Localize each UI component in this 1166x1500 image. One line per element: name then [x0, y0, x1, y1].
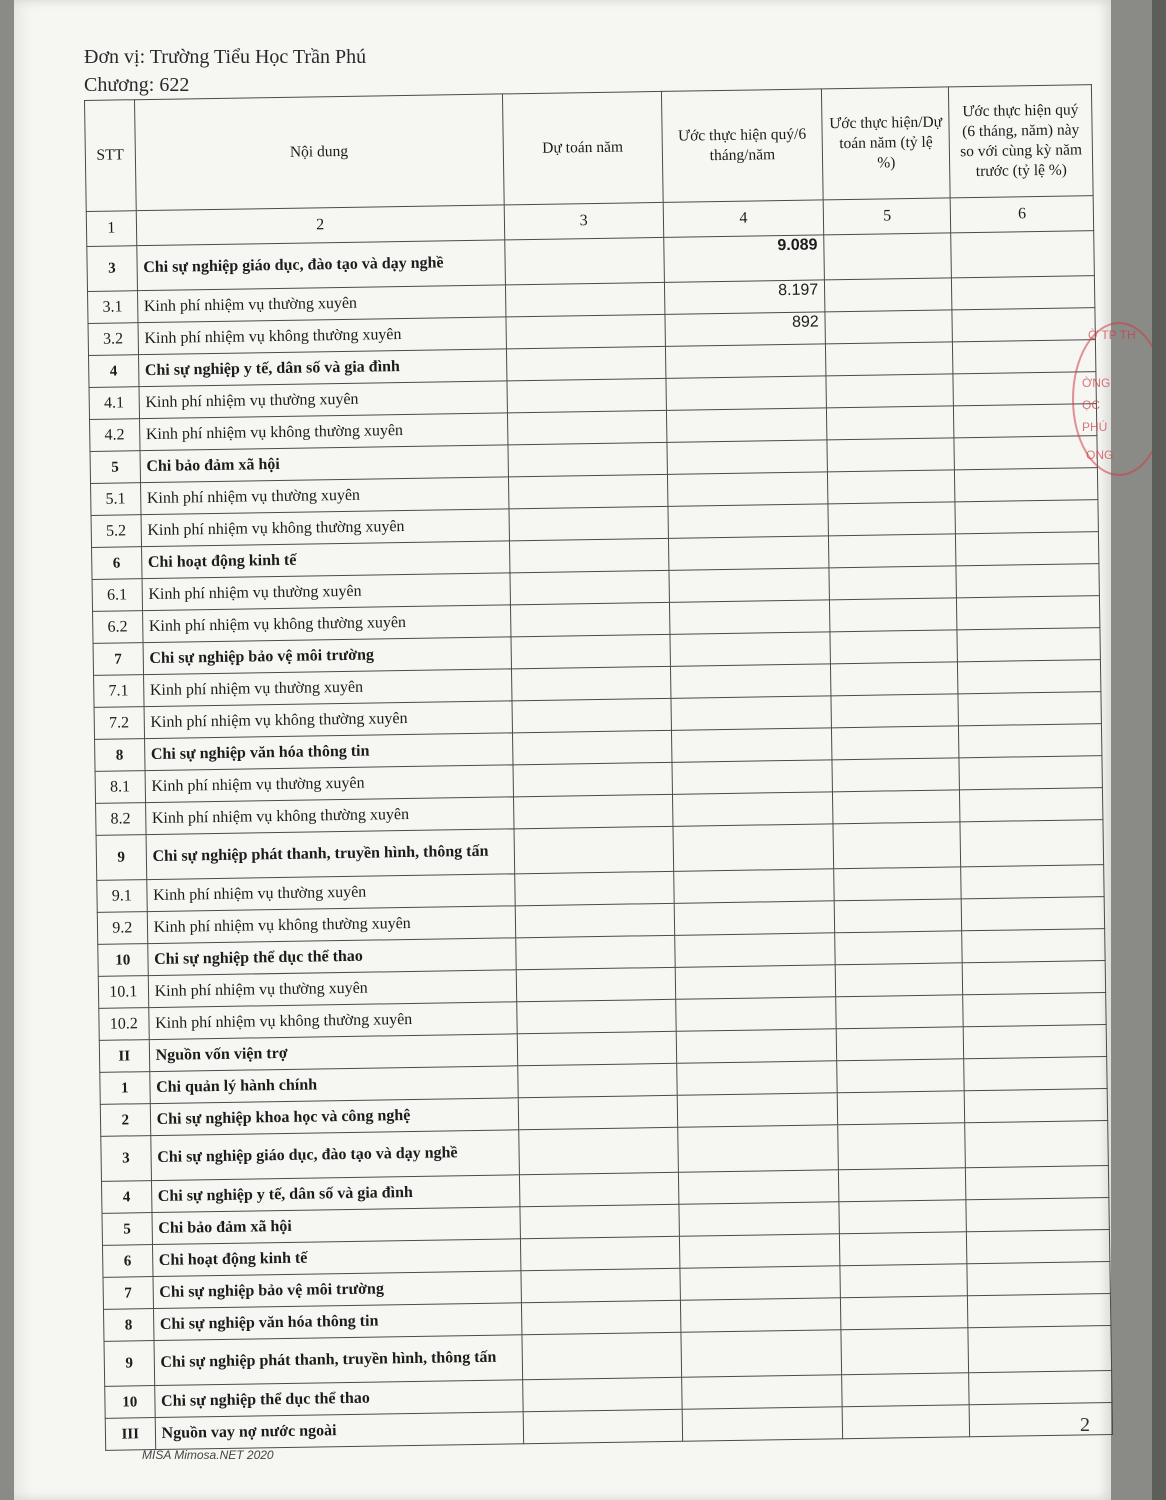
row-estimated-actual — [679, 1234, 840, 1269]
row-estimated-actual — [665, 344, 826, 379]
row-stt: 3.2 — [88, 323, 138, 356]
col-header-estimated-actual: Ước thực hiện quý/6 tháng/năm — [661, 89, 823, 203]
row-annual-estimate — [516, 999, 676, 1033]
row-content: Kinh phí nhiệm vụ thường xuyên — [142, 573, 511, 611]
row-estimated-actual — [675, 965, 836, 1000]
column-number: 2 — [136, 205, 505, 246]
col-header-stt: STT — [85, 100, 136, 212]
row-stt: 4.2 — [90, 419, 140, 452]
row-estimated-actual — [670, 664, 831, 699]
row-stt: 5 — [102, 1213, 152, 1246]
row-annual-estimate — [512, 730, 672, 764]
row-content: Chi sự nghiệp giáo dục, đào tạo và dạy nghề — [136, 240, 505, 291]
row-ratio-prev-year — [956, 564, 1099, 598]
row-ratio-prev-year — [953, 340, 1096, 374]
row-annual-estimate — [507, 410, 667, 444]
row-ratio-estimate — [837, 1091, 965, 1125]
row-ratio-estimate — [829, 534, 957, 568]
row-ratio-prev-year — [960, 788, 1103, 822]
row-ratio-prev-year — [960, 820, 1103, 867]
row-annual-estimate — [521, 1268, 681, 1302]
row-content: Chi sự nghiệp y tế, dân số và gia đình — [151, 1175, 520, 1213]
row-estimated-actual — [668, 536, 829, 571]
row-annual-estimate — [509, 538, 669, 572]
row-ratio-prev-year — [968, 1326, 1111, 1373]
row-annual-estimate — [515, 903, 675, 937]
row-stt: 7 — [103, 1277, 153, 1310]
col-header-content: Nội dung — [134, 94, 504, 211]
stamp-text: ONG — [1086, 448, 1114, 462]
row-annual-estimate — [514, 871, 674, 905]
row-ratio-prev-year — [967, 1262, 1110, 1296]
row-ratio-prev-year — [951, 231, 1094, 278]
row-stt: 3.1 — [88, 291, 138, 324]
row-stt: 8 — [103, 1309, 153, 1342]
row-content: Chi sự nghiệp phát thanh, truyền hình, thông tấn — [154, 1335, 523, 1386]
row-estimated-actual — [667, 440, 828, 475]
row-content: Chi sự nghiệp y tế, dân số và gia đình — [138, 349, 507, 387]
row-estimated-actual — [676, 997, 837, 1032]
row-ratio-prev-year — [956, 532, 1099, 566]
row-ratio-prev-year — [963, 1025, 1106, 1059]
row-ratio-prev-year — [961, 897, 1104, 931]
row-ratio-estimate — [831, 662, 959, 696]
row-ratio-estimate — [837, 1059, 965, 1093]
budget-report-table — [84, 84, 1113, 1451]
row-ratio-estimate — [840, 1232, 968, 1266]
row-annual-estimate — [520, 1204, 680, 1238]
row-ratio-prev-year — [962, 929, 1105, 963]
row-estimated-actual — [682, 1375, 843, 1410]
row-content: Chi sự nghiệp khoa học và công nghệ — [150, 1098, 519, 1136]
row-estimated-actual — [674, 901, 835, 936]
row-annual-estimate — [521, 1300, 681, 1334]
row-ratio-prev-year — [957, 628, 1100, 662]
row-estimated-actual — [680, 1298, 841, 1333]
row-content: Kinh phí nhiệm vụ thường xuyên — [148, 970, 517, 1008]
row-stt: 10.2 — [99, 1008, 149, 1041]
row-estimated-actual — [675, 933, 836, 968]
row-content: Kinh phí nhiệm vụ không thường xuyên — [144, 701, 513, 739]
row-estimated-actual: 8.197 — [664, 280, 825, 315]
row-stt: 2 — [100, 1104, 150, 1137]
row-ratio-estimate — [828, 470, 956, 504]
row-content: Chi sự nghiệp bảo vệ môi trường — [153, 1271, 522, 1309]
row-stt: 8.2 — [96, 803, 146, 836]
column-number: 1 — [86, 211, 136, 247]
column-number: 6 — [950, 196, 1093, 233]
row-estimated-actual — [674, 869, 835, 904]
row-stt: 6.2 — [93, 611, 143, 644]
row-ratio-prev-year — [966, 1198, 1109, 1232]
row-ratio-estimate — [827, 438, 955, 472]
row-estimated-actual — [669, 568, 830, 603]
row-annual-estimate — [512, 698, 672, 732]
row-ratio-estimate — [835, 963, 963, 997]
row-content: Kinh phí nhiệm vụ không thường xuyên — [148, 1002, 517, 1040]
row-stt: 4 — [89, 355, 139, 388]
row-ratio-estimate — [839, 1200, 967, 1234]
row-content: Chi sự nghiệp thể dục thể thao — [154, 1380, 523, 1418]
row-stt: 7 — [93, 643, 143, 676]
row-content: Kinh phí nhiệm vụ thường xuyên — [137, 285, 506, 323]
row-ratio-estimate — [827, 406, 955, 440]
row-ratio-prev-year — [966, 1166, 1109, 1200]
row-content: Chi bảo đảm xã hội — [140, 445, 509, 483]
row-estimated-actual — [680, 1266, 841, 1301]
row-annual-estimate — [522, 1332, 682, 1379]
row-ratio-prev-year — [957, 596, 1100, 630]
row-annual-estimate — [509, 506, 669, 540]
col-header-ratio-estimate: Ước thực hiện/Dự toán năm (tỷ lệ %) — [822, 87, 951, 200]
column-number: 5 — [823, 198, 951, 235]
unit-name: Đơn vị: Trường Tiểu Học Trần Phú — [84, 46, 367, 68]
column-number: 3 — [504, 202, 664, 239]
row-stt: 3 — [101, 1136, 151, 1182]
row-content: Nguồn vốn viện trợ — [149, 1034, 518, 1072]
page-edge-shadow — [1152, 0, 1166, 1500]
row-estimated-actual — [667, 472, 828, 507]
row-stt: 9.2 — [97, 912, 147, 945]
col-header-annual-estimate: Dự toán năm — [502, 91, 663, 204]
row-content: Chi quản lý hành chính — [149, 1066, 518, 1104]
row-annual-estimate — [513, 794, 673, 828]
row-annual-estimate — [518, 1127, 678, 1174]
software-footer: MISA Mimosa.NET 2020 — [142, 1448, 274, 1462]
page-number: 2 — [1080, 1414, 1090, 1436]
row-ratio-estimate — [840, 1264, 968, 1298]
row-ratio-prev-year — [965, 1121, 1108, 1168]
row-ratio-estimate — [830, 598, 958, 632]
row-ratio-prev-year — [954, 436, 1097, 470]
row-ratio-estimate — [830, 630, 958, 664]
row-ratio-estimate — [842, 1405, 970, 1439]
row-ratio-estimate — [834, 899, 962, 933]
row-stt: 3 — [87, 246, 137, 292]
row-estimated-actual — [678, 1170, 839, 1205]
row-ratio-prev-year — [964, 1057, 1107, 1091]
row-ratio-estimate — [841, 1296, 969, 1330]
row-stt: 1 — [100, 1072, 150, 1105]
row-content: Kinh phí nhiệm vụ không thường xuyên — [141, 509, 510, 547]
row-stt: 6 — [92, 547, 142, 580]
row-estimated-actual: 9.089 — [664, 235, 825, 283]
row-ratio-estimate — [826, 374, 954, 408]
row-ratio-prev-year — [958, 692, 1101, 726]
row-estimated-actual — [668, 504, 829, 539]
row-stt: 5.1 — [91, 483, 141, 516]
row-ratio-estimate — [832, 726, 960, 760]
row-content: Kinh phí nhiệm vụ thường xuyên — [140, 477, 509, 515]
row-annual-estimate — [505, 282, 665, 316]
row-stt: 7.2 — [94, 707, 144, 740]
row-content: Kinh phí nhiệm vụ không thường xuyên — [139, 413, 508, 451]
stamp-text: Ờ TP TH — [1088, 328, 1136, 342]
row-content: Kinh phí nhiệm vụ thường xuyên — [143, 669, 512, 707]
row-stt: III — [105, 1418, 155, 1451]
row-estimated-actual — [673, 824, 834, 872]
row-ratio-estimate — [831, 694, 959, 728]
row-content: Kinh phí nhiệm vụ không thường xuyên — [147, 906, 516, 944]
row-estimated-actual — [677, 1093, 838, 1128]
row-estimated-actual — [672, 792, 833, 827]
row-ratio-prev-year — [952, 308, 1095, 342]
row-ratio-estimate — [842, 1373, 970, 1407]
row-annual-estimate — [504, 237, 664, 284]
row-content: Kinh phí nhiệm vụ thường xuyên — [146, 874, 515, 912]
row-annual-estimate — [522, 1377, 682, 1411]
row-ratio-prev-year — [955, 500, 1098, 534]
row-annual-estimate — [513, 762, 673, 796]
row-content: Chi sự nghiệp thể dục thể thao — [147, 938, 516, 976]
row-ratio-estimate — [825, 310, 953, 344]
row-ratio-prev-year — [969, 1403, 1112, 1437]
row-ratio-estimate — [838, 1123, 966, 1170]
row-ratio-estimate — [833, 822, 961, 869]
row-ratio-estimate — [834, 867, 962, 901]
row-annual-estimate — [517, 1031, 677, 1065]
row-content: Chi sự nghiệp giáo dục, đào tạo và dạy nghề — [150, 1130, 519, 1181]
row-stt: 9.1 — [97, 880, 147, 913]
row-ratio-prev-year — [961, 865, 1104, 899]
row-annual-estimate — [506, 314, 666, 348]
row-stt: 10.1 — [98, 976, 148, 1009]
column-number: 4 — [663, 200, 824, 238]
row-ratio-estimate — [841, 1328, 969, 1375]
row-stt: 8.1 — [95, 771, 145, 804]
row-estimated-actual — [678, 1125, 839, 1173]
row-annual-estimate — [523, 1409, 683, 1443]
row-estimated-actual — [677, 1061, 838, 1096]
row-annual-estimate — [516, 967, 676, 1001]
stamp-text: ỌC — [1082, 398, 1100, 412]
row-annual-estimate — [508, 474, 668, 508]
row-annual-estimate — [515, 935, 675, 969]
row-ratio-estimate — [836, 1027, 964, 1061]
row-annual-estimate — [517, 1063, 677, 1097]
row-estimated-actual: 892 — [665, 312, 826, 347]
row-estimated-actual — [669, 600, 830, 635]
row-stt: II — [99, 1040, 149, 1073]
row-estimated-actual — [679, 1202, 840, 1237]
row-estimated-actual — [681, 1330, 842, 1378]
row-content: Chi hoạt động kinh tế — [141, 541, 510, 579]
row-content: Chi sự nghiệp văn hóa thông tin — [153, 1303, 522, 1341]
row-estimated-actual — [682, 1407, 843, 1442]
row-annual-estimate — [518, 1095, 678, 1129]
row-estimated-actual — [670, 632, 831, 667]
row-stt: 10 — [105, 1386, 155, 1419]
row-ratio-prev-year — [952, 276, 1095, 310]
row-estimated-actual — [676, 1029, 837, 1064]
row-content: Kinh phí nhiệm vụ không thường xuyên — [138, 317, 507, 355]
row-stt: 7.1 — [94, 675, 144, 708]
row-stt: 6 — [102, 1245, 152, 1278]
row-ratio-estimate — [835, 931, 963, 965]
row-estimated-actual — [671, 696, 832, 731]
row-stt: 6.1 — [92, 579, 142, 612]
row-ratio-estimate — [833, 790, 961, 824]
row-ratio-estimate — [832, 758, 960, 792]
row-content: Kinh phí nhiệm vụ không thường xuyên — [142, 605, 511, 643]
row-content: Chi hoạt động kinh tế — [152, 1239, 521, 1277]
row-content: Nguồn vay nợ nước ngoài — [155, 1412, 524, 1450]
row-ratio-estimate — [829, 566, 957, 600]
row-ratio-prev-year — [959, 724, 1102, 758]
row-ratio-prev-year — [955, 468, 1098, 502]
row-annual-estimate — [506, 346, 666, 380]
row-ratio-prev-year — [963, 993, 1106, 1027]
row-estimated-actual — [672, 760, 833, 795]
row-annual-estimate — [508, 442, 668, 476]
row-stt: 5 — [90, 451, 140, 484]
row-ratio-estimate — [824, 233, 952, 280]
row-content: Chi sự nghiệp văn hóa thông tin — [144, 733, 513, 771]
row-annual-estimate — [520, 1236, 680, 1270]
row-ratio-prev-year — [958, 660, 1101, 694]
row-ratio-prev-year — [959, 756, 1102, 790]
row-ratio-prev-year — [969, 1371, 1112, 1405]
row-annual-estimate — [514, 826, 674, 873]
stamp-text: PHÚ — [1082, 420, 1108, 434]
chapter-code: Chương: 622 — [84, 74, 190, 96]
row-estimated-actual — [666, 408, 827, 443]
row-content: Kinh phí nhiệm vụ thường xuyên — [139, 381, 508, 419]
row-annual-estimate — [510, 602, 670, 636]
row-annual-estimate — [511, 634, 671, 668]
row-annual-estimate — [511, 666, 671, 700]
row-annual-estimate — [510, 570, 670, 604]
row-annual-estimate — [519, 1172, 679, 1206]
row-ratio-prev-year — [964, 1089, 1107, 1123]
row-stt: 9 — [104, 1341, 154, 1387]
row-estimated-actual — [671, 728, 832, 763]
row-content: Chi sự nghiệp phát thanh, truyền hình, thông tấn — [146, 829, 515, 880]
row-ratio-estimate — [826, 342, 954, 376]
row-content: Kinh phí nhiệm vụ thường xuyên — [145, 765, 514, 803]
row-stt: 8 — [95, 739, 145, 772]
row-ratio-estimate — [828, 502, 956, 536]
row-ratio-estimate — [825, 278, 953, 312]
table-header-row — [85, 85, 1094, 212]
row-content: Chi sự nghiệp bảo vệ môi trường — [143, 637, 512, 675]
row-stt: 9 — [96, 835, 146, 881]
row-ratio-estimate — [836, 995, 964, 1029]
row-stt: 5.2 — [91, 515, 141, 548]
row-stt: 10 — [98, 944, 148, 977]
row-estimated-actual — [666, 376, 827, 411]
row-ratio-prev-year — [968, 1294, 1111, 1328]
row-stt: 4 — [101, 1181, 151, 1214]
row-content: Chi bảo đảm xã hội — [152, 1207, 521, 1245]
row-content: Kinh phí nhiệm vụ không thường xuyên — [145, 797, 514, 835]
row-stt: 4.1 — [89, 387, 139, 420]
stamp-text: ỜNG — [1082, 376, 1111, 390]
row-ratio-estimate — [839, 1168, 967, 1202]
row-ratio-prev-year — [967, 1230, 1110, 1264]
row-annual-estimate — [507, 378, 667, 412]
document-page — [14, 0, 1136, 1500]
row-ratio-prev-year — [962, 961, 1105, 995]
col-header-ratio-prev-year: Ước thực hiện quý (6 tháng, năm) này so với cùng kỳ năm trước (tỷ lệ %) — [949, 85, 1093, 198]
